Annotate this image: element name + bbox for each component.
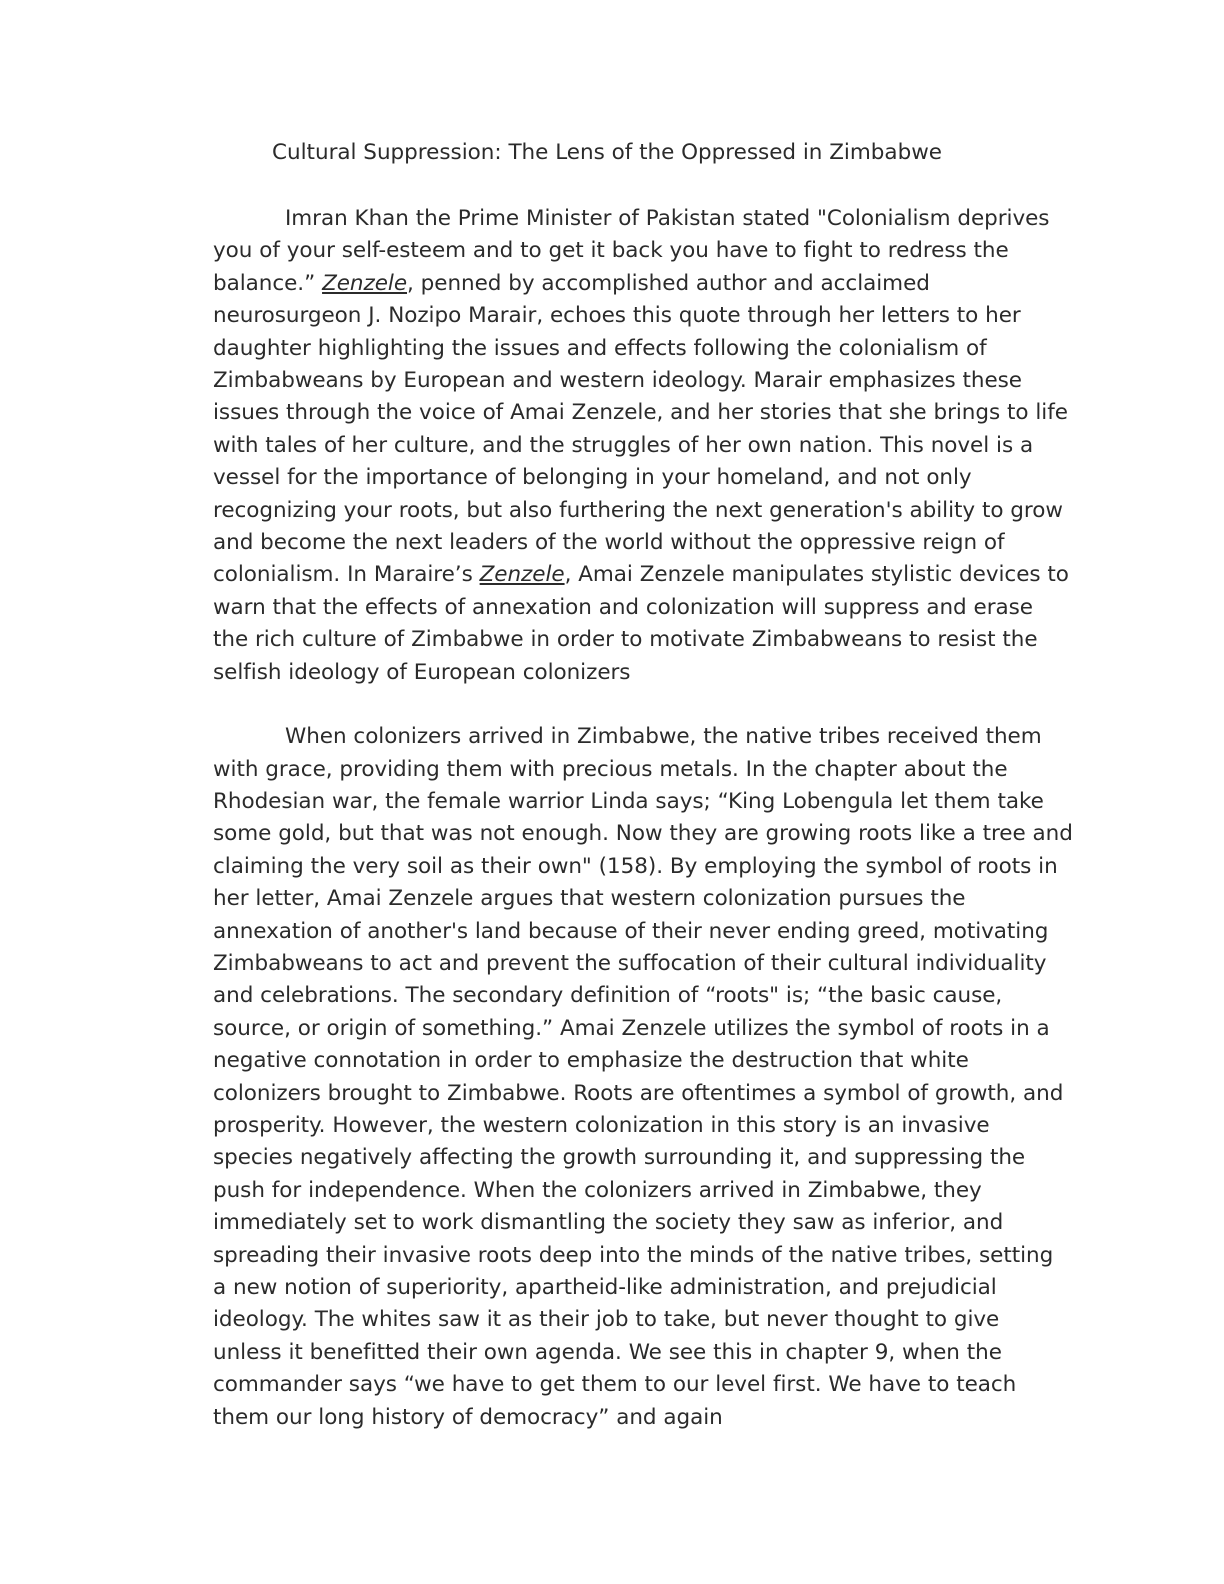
paragraph-gap — [213, 689, 1073, 721]
document-body — [213, 137, 1073, 1584]
book-title-reference: Zenzele — [322, 270, 408, 296]
paragraph-body-roots: When colonizers arrived in Zimbabwe, the native tribes received them with grace, providing them with precious metals. In the chapter about the Rhodesian war, the female warrior Linda says; “King Lobengula let them take some gold, but that was not enough. Now they are growing roots like a tree and claiming the very soil as their own" (158). By employing the symbol of roots in her letter, Amai Zenzele argues that western colonization pursues the annexation of another's land because of their never ending greed, motivating Zimbabweans to act and prevent the suffocation of their cultural individuality and celebrations. The secondary definition of “roots" is; “the basic cause, source, or origin of something.” Amai Zenzele utilizes the symbol of roots in a negative connotation in order to emphasize the destruction that white colonizers brought to Zimbabwe. Roots are oftentimes a symbol of growth, and prosperity. However, the western colonization in this story is an invasive species negatively affecting the growth surrounding it, and suppressing the push for independence. When the colonizers arrived in Zimbabwe, they immediately set to work dismantling the society they saw as inferior, and spreading their invasive roots deep into the minds of the native tribes, setting a new notion of superiority, apartheid-like administration, and prejudicial ideology. The whites saw it as their job to take, but never thought to give unless it benefitted their own agenda. We see this in chapter 9, when the commander says “we have to get them to our level first. We have to teach them our long history of democracy” and again — [213, 724, 1073, 1430]
book-title-reference: Zenzele — [479, 562, 565, 588]
page-title: Cultural Suppression: The Lens of the Oppressed in Zimbabwe — [272, 140, 942, 165]
page-bottom-whitespace — [213, 1434, 1073, 1584]
paragraph-intro: Imran Khan the Prime Minister of Pakistan stated "Colonialism deprives you of your self-esteem and to get it back you have to fight to redress the balance.” Zenzele, penned by accomplished author and acclaimed neurosurgeon J. Nozipo Marair, echoes this quote through her letters to her daughter highlighting the issues and effects following the colonialism of Zimbabweans by European and western ideology. Marair emphasizes these issues through the voice of Amai Zenzele, and her stories that she brings to life with tales of her culture, and the struggles of her own nation. This novel is a vessel for the importance of belonging in your homeland, and not only recognizing your roots, but also furthering the next generation's ability to grow and become the next leaders of the world without the oppressive reign of colonialism. In Maraire’s Zenzele, Amai Zenzele manipulates stylistic devices to warn that the effects of annexation and colonization will suppress and erase the rich culture of Zimbabwe in order to motivate Zimbabweans to resist the selfish ideology of European colonizers — [213, 206, 1069, 685]
title-spacer — [213, 169, 1073, 203]
